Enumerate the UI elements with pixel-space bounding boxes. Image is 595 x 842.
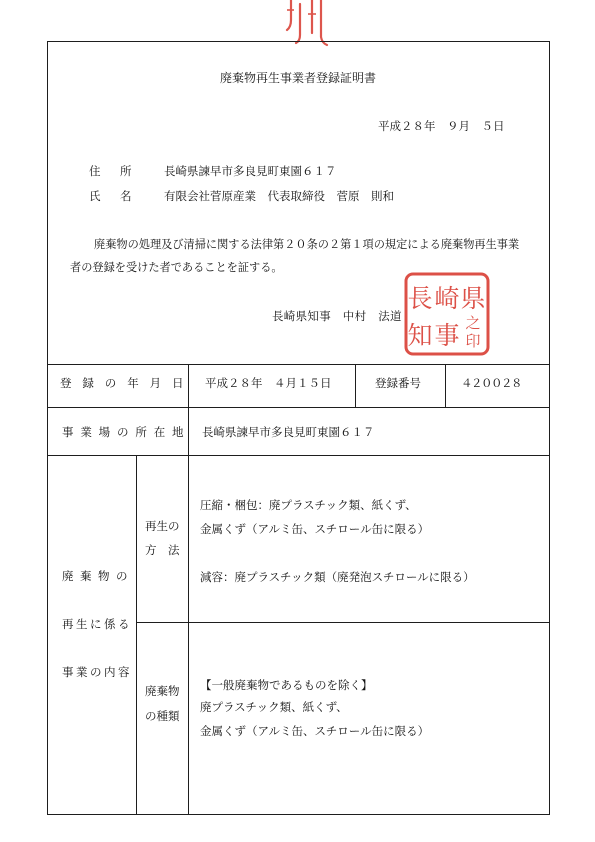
address-label: 住 所 xyxy=(89,164,131,178)
seal-char: 長 xyxy=(407,284,433,313)
name-value: 有限会社菅原産業 代表取締役 菅原 則和 xyxy=(164,189,394,203)
recycling-method-line: 圧縮・梱包：廃プラスチック類、紙くず、 xyxy=(200,498,417,512)
statement-line: 廃棄物の処理及び清掃に関する法律第２０条の２第１項の規定による廃棄物再生事業 xyxy=(94,238,520,251)
table-rule xyxy=(47,364,550,365)
recycling-method-label: 方 法 xyxy=(145,543,180,557)
registration-date-value: 平成２８年 ４月１５日 xyxy=(205,376,332,390)
waste-types-label: 廃棄物 xyxy=(145,684,180,698)
seal-char: 印 xyxy=(465,332,481,350)
seal-char: 知 xyxy=(407,321,433,350)
table-rule xyxy=(136,455,137,815)
table-rule xyxy=(355,364,356,407)
waste-types-line: 【一般廃棄物であるものを除く】 xyxy=(200,678,373,692)
issue-date: 平成２８年 ９月 ５日 xyxy=(378,119,505,133)
name-label: 氏 名 xyxy=(89,189,131,203)
business-site-label: 事 業 場 の 所 在 地 xyxy=(62,425,182,439)
address-value: 長崎県諫早市多良見町東園６１７ xyxy=(164,164,337,178)
table-rule xyxy=(445,364,446,407)
seal-char: 事 xyxy=(434,321,460,350)
waste-types-label: の種類 xyxy=(145,709,180,723)
registration-date-label: 登 録 の 年 月 日 xyxy=(60,376,184,390)
table-rule xyxy=(47,455,550,456)
recycling-method-line: 減容：廃プラスチック類（廃発泡スチロールに限る） xyxy=(200,570,475,584)
recycling-method-label: 再生の xyxy=(145,519,180,533)
statement-line: 者の登録を受けた者であることを証する。 xyxy=(70,261,283,274)
registration-number-value: ４２００２８ xyxy=(461,376,521,390)
registration-number-label: 登録番号 xyxy=(375,376,421,390)
table-rule xyxy=(47,407,550,408)
business-site-value: 長崎県諫早市多良見町東園６１７ xyxy=(202,425,375,439)
governor-seal xyxy=(403,271,491,357)
waste-types-line: 廃プラスチック類、紙くず、 xyxy=(200,700,348,714)
business-content-label: 再 生 に 係 る xyxy=(62,617,125,631)
business-content-label: 事 業 の 内 容 xyxy=(62,665,125,679)
business-content-label: 廃 棄 物 の xyxy=(62,569,125,583)
recycling-method-line: 金属くず（アルミ缶、スチロール缶に限る） xyxy=(200,522,430,536)
table-rule xyxy=(188,364,189,815)
table-rule xyxy=(136,622,550,623)
waste-types-line: 金属くず（アルミ缶、スチロール缶に限る） xyxy=(200,724,430,738)
seal-char: 県 xyxy=(460,284,486,313)
seal-char: 之 xyxy=(465,314,481,332)
issuer-name: 長崎県知事 中村 法道 xyxy=(272,309,402,323)
document-title: 廃棄物再生事業者登録証明書 xyxy=(220,71,377,85)
seal-char: 崎 xyxy=(434,284,460,313)
